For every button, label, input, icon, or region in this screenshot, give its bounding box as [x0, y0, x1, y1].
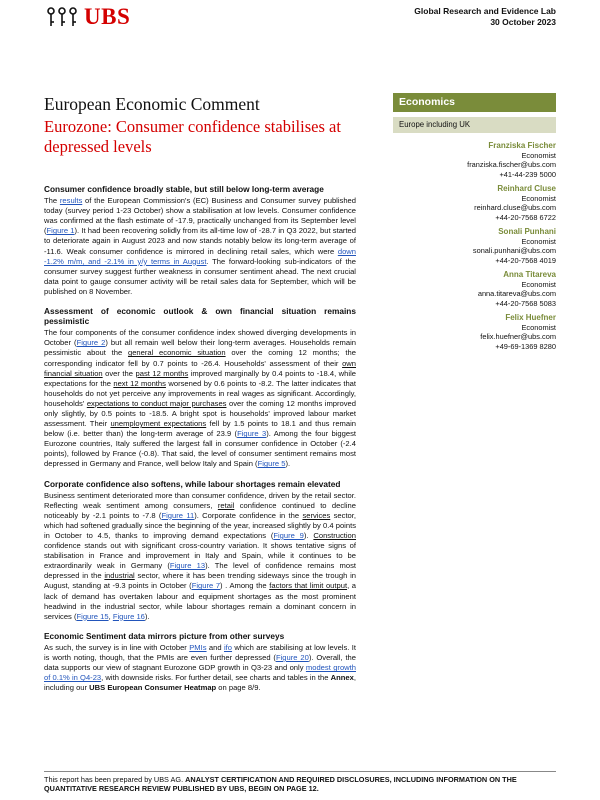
analyst-name: Anna Titareva [503, 270, 556, 279]
underlined-term: retail [217, 500, 235, 510]
analyst-phone: +44-20-7568 6722 [495, 212, 556, 222]
keys-logo-icon [44, 7, 80, 27]
section-paragraph [44, 491, 356, 622]
body-text: ). [285, 459, 291, 469]
body-text: on page 8/9. [216, 683, 261, 693]
underlined-term: general economic situation [127, 348, 226, 358]
region-label: Europe including UK [393, 117, 556, 133]
analyst-card [396, 227, 556, 265]
analyst-role: Economist [521, 150, 556, 160]
page-title: European Economic Comment [44, 94, 260, 114]
underlined-term: Construction [313, 531, 357, 540]
analyst-phone: +49-69-1369 8280 [495, 341, 556, 351]
report-header [414, 6, 556, 28]
section-heading: Consumer confidence broadly stable, but still below long-term average [44, 184, 324, 194]
section-heading: Corporate confidence also softens, while labour shortages remain elevated [44, 478, 341, 489]
body-text: confidence stands out with significant cross-country variation. It shows tentative signs of stabilisation in France and improvement in Italy and Spain, while it continues to be extraordinarily weak in Germany ( [44, 541, 356, 571]
body-text: improved marginally by 0.4 points to -18.4, while expectations for the [44, 368, 356, 388]
body-text: and [206, 642, 224, 652]
underlined-term: own financial situation [44, 358, 356, 378]
analyst-name: Felix Huefner [505, 313, 556, 322]
page-subtitle: Eurozone: Consumer confidence stabilises at depressed levels [44, 117, 341, 156]
analyst-email[interactable]: franziska.fischer@ubs.com [467, 160, 556, 169]
reference-link[interactable]: ifo [224, 642, 233, 652]
body-text: . The forward-looking sub-indicators of the consumer survey suggest further weakness in consumer sentiment ahead. The next crucial data point to gauge consumer activity will be retail sales data for September, which will be published on 8 November. [44, 256, 356, 296]
underlined-term: industrial [104, 571, 135, 581]
body-text: confidence continued to decline noticeably by -2.1 points to -7.8 ( [44, 500, 356, 520]
reference-link[interactable]: Figure 5 [257, 459, 286, 469]
section-heading: Assessment of economic outlook & own financial situation remains pessimistic [44, 306, 356, 327]
body-text: , [108, 611, 113, 621]
body-text: The [44, 196, 60, 206]
analyst-email[interactable]: sonali.punhani@ubs.com [472, 246, 556, 255]
analyst-role: Economist [521, 236, 556, 246]
reference-link[interactable]: Figure 11 [161, 510, 195, 520]
ubs-logo [44, 4, 130, 30]
body-text: ) . Among the [220, 581, 270, 591]
reference-link[interactable]: Figure 1 [46, 226, 75, 236]
body-text: of the European Commission's (EC) Business and Consumer survey published today (survey period 1-23 October) show a stabilisation at low levels. Consumer confidence was confirmed at the flash estimate of -17.9, practically unchanged from its September level ( [44, 196, 357, 236]
body-text: , with downside risks. For further detail, see charts and tables in the [101, 673, 331, 683]
body-text: which are stabilising at low levels. It is worth noting, though, that the PMIs are even further depressed ( [44, 642, 356, 663]
analyst-card [396, 313, 556, 351]
analyst-role: Economist [521, 193, 556, 203]
section-banner: Economics [393, 93, 556, 112]
analyst-name: Reinhard Cluse [497, 184, 556, 193]
disclosure-footer [44, 775, 556, 793]
body-text: ). [144, 611, 150, 621]
lab-name: Global Research and Evidence Lab [414, 6, 556, 16]
body-text: , including our [44, 673, 356, 693]
reference-link[interactable]: Figure 13 [169, 561, 206, 571]
body-text: The four components of the consumer confidence index showed diverging developments in October ( [44, 328, 356, 348]
body-text: , a lack of demand has overtaken labour and equipment shortages as the most prominent headwind in the industrial sector, while labour shortages remain a dominant concern in services ( [44, 581, 356, 621]
analyst-role: Economist [521, 322, 556, 332]
body-text: As such, the survey is in line with October [44, 642, 190, 652]
bold-term: Annex [330, 673, 354, 683]
reference-link[interactable]: Figure 15 [76, 611, 109, 621]
reference-link[interactable]: Figure 20 [275, 653, 309, 663]
body-text: ) but all remain well below their long-term averages. Households remain pessimistic about the [44, 338, 356, 358]
reference-link[interactable]: modest growth of 0.1% in Q4-23 [44, 663, 356, 683]
analyst-role: Economist [521, 279, 556, 289]
analyst-phone: +41-44-239 5000 [499, 169, 556, 179]
body-text: sector, which had softened gradually since the beginning of the year, increased slightly by 0.4 points in October to 4.5, thanks to improving demand expectations ( [44, 510, 356, 540]
analyst-email[interactable]: reinhard.cluse@ubs.com [474, 203, 556, 212]
body-text: ). Corporate confidence in the [194, 510, 303, 520]
analyst-email[interactable]: anna.titareva@ubs.com [477, 289, 556, 298]
logo-text: UBS [84, 4, 131, 29]
analyst-phone: +44-20-7568 5083 [495, 298, 556, 308]
underlined-term: unemployment expectations [110, 419, 207, 429]
analyst-card [396, 270, 556, 308]
reference-link[interactable]: Figure 7 [191, 581, 221, 591]
reference-link[interactable]: down -1.2% m/m, and -2.1% in y/y terms in August [44, 246, 356, 266]
underlined-term: past 12 months [135, 368, 189, 378]
analyst-name: Sonali Punhani [498, 227, 556, 236]
body-text: ). Among the four biggest Eurozone countries, Italy suffered the largest fall in consumer confidence in October (-2.4 points), followed by France (-0.8). That said, the level of consumer sentiment remains most depressed in Germany and France, well below Italy and Spain ( [44, 429, 356, 469]
reference-link[interactable]: Figure 16 [112, 611, 145, 621]
body-text: ). It had been recovering solidly from its all-time low of -28.7 in Q3 2022, but started to deteriorate again in August 2023 and now stands notably below its long-term average of -11.6. Weak consumer confidence is mirrored in declining retail sales, which were [44, 226, 356, 256]
section-heading: Economic Sentiment data mirrors picture from other surveys [44, 630, 285, 641]
reference-link[interactable]: Figure 2 [76, 338, 106, 348]
body-text: fell by 1.5 points to 18.1 and thus remain below (i.e. better than) the long-term average of 23.9 ( [44, 419, 356, 439]
underlined-term: factors that limit output [269, 581, 348, 591]
analyst-card [396, 184, 556, 222]
underlined-term: next 12 months [113, 378, 166, 388]
body-text: ). The level of confidence remains most depressed in the [44, 561, 356, 581]
body-text: ). Overall, the data supports our view of stagnant Eurozone GDP growth in Q3-23 and only [44, 653, 356, 673]
footer-lead: This report has been prepared by UBS AG. [44, 775, 186, 784]
analyst-card [396, 141, 556, 179]
reference-link[interactable]: PMIs [189, 642, 207, 652]
footer-divider [44, 771, 556, 772]
section-paragraph [44, 643, 356, 693]
report-body [44, 184, 356, 702]
analyst-email[interactable]: felix.huefner@ubs.com [480, 332, 556, 341]
analyst-list [396, 141, 556, 356]
analyst-phone: +44-20-7568 4019 [495, 255, 556, 265]
section-paragraph [44, 328, 356, 469]
report-date: 30 October 2023 [490, 17, 556, 27]
reference-link[interactable]: Figure 3 [237, 429, 267, 439]
body-text: over the [102, 368, 136, 378]
underlined-term: services [302, 510, 331, 520]
footer-disclosure: ANALYST CERTIFICATION AND REQUIRED DISCLOSURES, INCLUDING INFORMATION ON THE QUANTITATIVE RESEARCH REVIEW PUBLISHED BY UBS, BEGIN ON PAGE 12. [44, 775, 517, 793]
body-text: over the coming 12 months improved only slightly, by 0.5 points to -18.5. A bright spot is households' improved labour market assessment. Their [44, 398, 356, 429]
bold-term: UBS European Consumer Heatmap [89, 683, 217, 693]
reference-link[interactable]: Figure 9 [273, 531, 304, 540]
body-text: sector, where it has been trending sideways since the trough in August, standing at -9.3 points in October ( [44, 571, 357, 591]
analyst-name: Franziska Fischer [488, 141, 556, 150]
reference-link[interactable]: results [59, 196, 83, 206]
body-text: ). [303, 531, 314, 540]
underlined-term: expectations to conduct major purchases [86, 398, 227, 408]
section-paragraph [44, 196, 356, 297]
body-text: over the coming 12 months; the corresponding indicator fell by 0.7 points to -26.4. Households' assessment of their [44, 348, 356, 368]
body-text: Business sentiment deteriorated more than consumer confidence, driven by the retail sector. Reflecting weak sentiment among consumers, [44, 490, 356, 510]
body-text: worsened by 0.6 points to -8.2. The latter indicates that households do not yet perceive any improvements in real wages as significant. Accordingly, households' [44, 378, 357, 408]
